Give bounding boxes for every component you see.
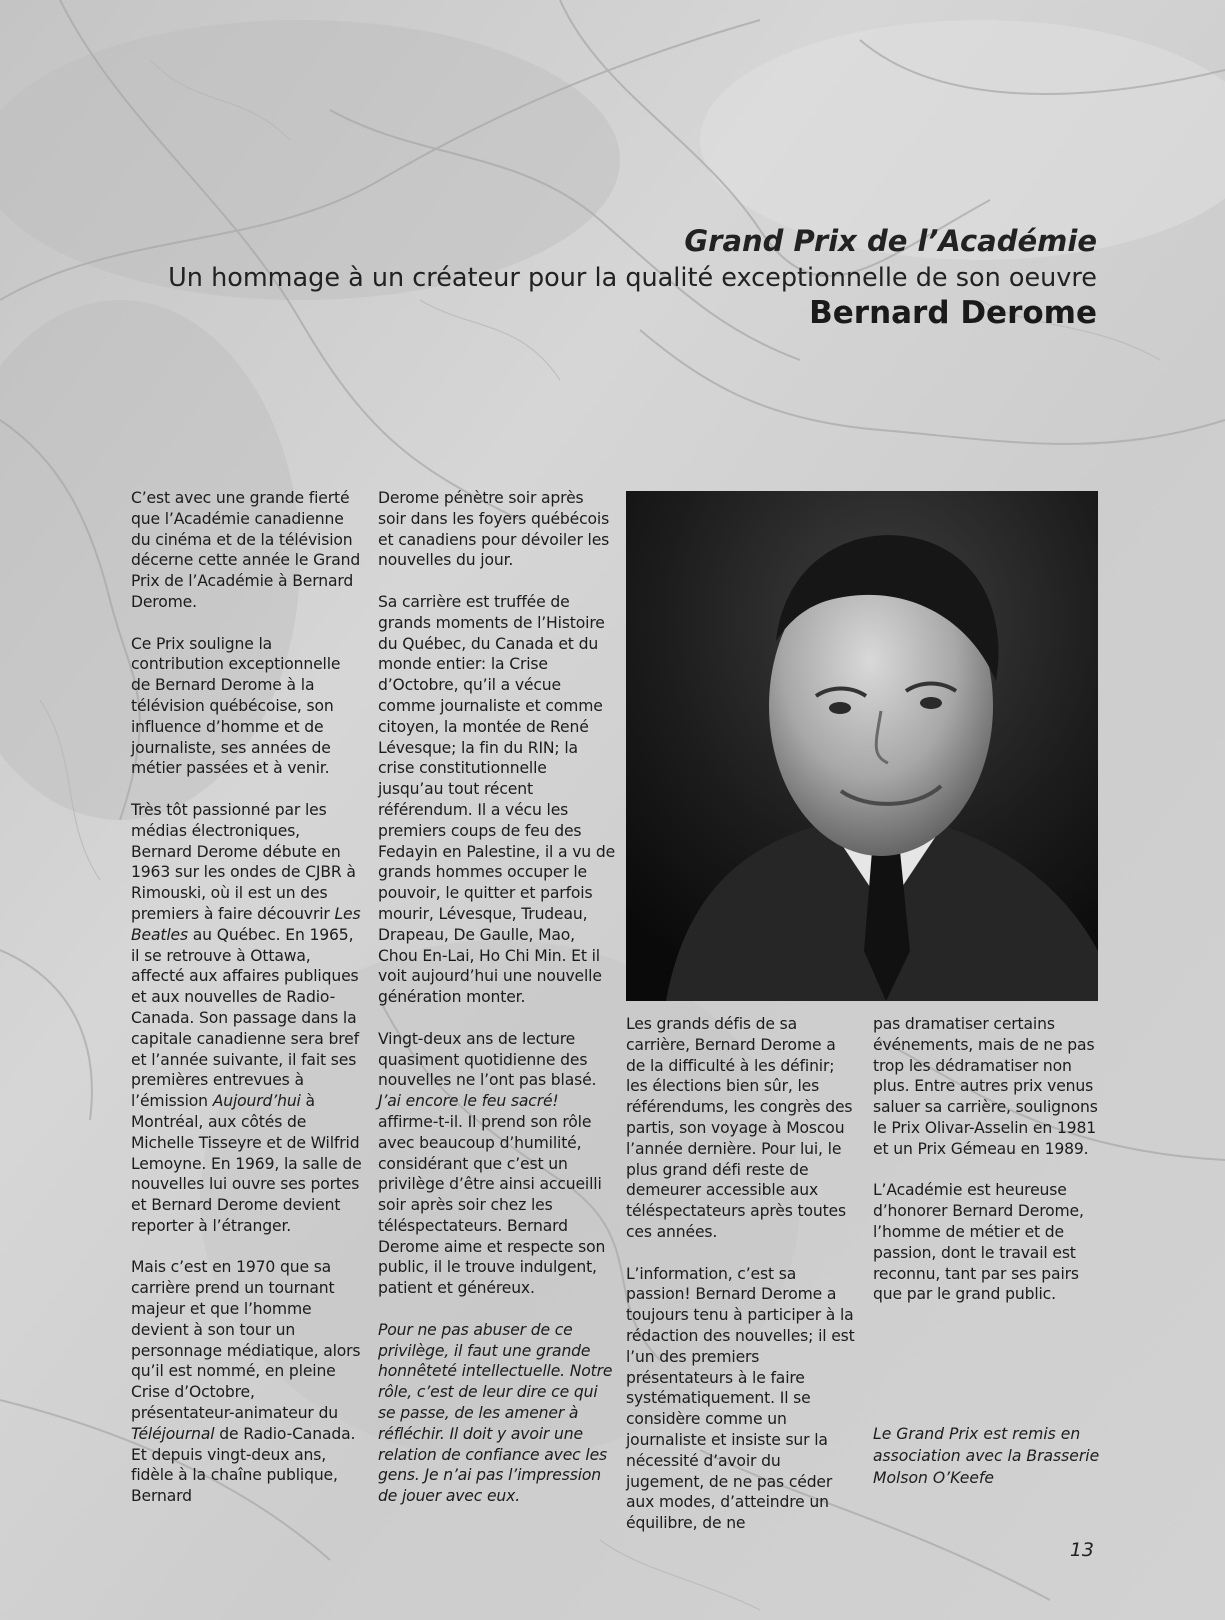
award-subtitle: Un hommage à un créateur pour la qualité exceptionnelle de son oeuvre xyxy=(168,262,1097,293)
paragraph: Derome pénètre soir après soir dans les foyers québécois et canadiens pour dévoiler les nouvelles du jour. xyxy=(378,489,610,570)
paragraph: Très tôt passionné par les médias électroniques, Bernard Derome débute en 1963 sur les ondes de CJBR à Rimouski, où il est un des premiers à faire découvrir Les Beatles au Québec. En 1965, il se retrouve à Ottawa, affecté aux affaires publiques et aux nouvelles de Radio-Canada. Son passage dans la capitale canadienne sera bref et l’année suivante, il fait ses premières entrevues à l’émission Aujourd’hui à Montréal, aux côtés de Michelle Tisseyre et de Wilfrid Lemoyne. En 1969, la salle de nouvelles lui ouvre ses portes et Bernard Derome devient reporter à l’étranger. xyxy=(131,800,362,1235)
column-1 xyxy=(131,488,363,1528)
paragraph: C’est avec une grande fierté que l’Académie canadienne du cinéma et de la télévision décerne cette année le Grand Prix de l’Académie à Bernard Derome. xyxy=(131,489,361,611)
column-4 xyxy=(873,1014,1105,1326)
paragraph: Ce Prix souligne la contribution exceptionnelle de Bernard Derome à la télévision québécoise, son influence d’homme et de journaliste, ses années de métier passées et à venir. xyxy=(131,634,341,778)
quote-paragraph: Pour ne pas abuser de ce privilège, il faut une grande honnêteté intellectuelle. Notre rôle, c’est de leur dire ce qui se passe, de les amener à réfléchir. Il doit y avoir une relation de confiance avec les gens. Je n’ai pas l’impression de jouer avec eux. xyxy=(378,1320,613,1506)
paragraph: Vingt-deux ans de lecture quasiment quotidienne des nouvelles ne l’ont pas blasé. J’ai encore le feu sacré! affirme-t-il. Il prend son rôle avec beaucoup d’humilité, considérant que c’est un privilège d’être ainsi accueilli soir après soir chez les téléspectateurs. Bernard Derome aime et respecte son public, il le trouve indulgent, patient et généreux. xyxy=(378,1029,606,1298)
laureate-name: Bernard Derome xyxy=(809,294,1097,331)
portrait-photo xyxy=(626,491,1098,1001)
column-3 xyxy=(626,1014,858,1555)
paragraph: Mais c’est en 1970 que sa carrière prend un tournant majeur et que l’homme devient à son tour un personnage médiatique, alors qu’il est nommé, en pleine Crise d’Octobre, présentateur-animateur du Téléjournal de Radio-Canada. Et depuis vingt-deux ans, fidèle à la chaîne publique, Bernard xyxy=(131,1258,361,1506)
sponsor-credit: Le Grand Prix est remis en association avec la Brasserie Molson O’Keefe xyxy=(873,1425,1100,1487)
paragraph: L’Académie est heureuse d’honorer Bernard Derome, l’homme de métier et de passion, dont le travail est reconnu, tant par ses pairs que par le grand public. xyxy=(873,1181,1084,1304)
award-title: Grand Prix de l’Académie xyxy=(684,224,1097,258)
paragraph: L’information, c’est sa passion! Bernard Derome a toujours tenu à participer à la rédaction des nouvelles; il est l’un des premiers présentateurs à le faire systématiquement. Il se considère comme un journaliste et insiste sur la nécessité d’avoir du jugement, de ne pas céder aux modes, d’atteindre un équilibre, de ne xyxy=(626,1264,855,1533)
paragraph: Les grands défis de sa carrière, Bernard Derome a de la difficulté à les définir; les élections bien sûr, les référendums, les congrès des partis, son voyage à Moscou l’année dernière. Pour lui, le plus grand défi reste de demeurer accessible aux téléspectateurs après toutes ces années. xyxy=(626,1015,853,1241)
paragraph: Sa carrière est truffée de grands moments de l’Histoire du Québec, du Canada et du monde entier: la Crise d’Octobre, qu’il a vécue comme journaliste et comme citoyen, la montée de René Lévesque; la fin du RIN; la crise constitutionnelle jusqu’au tout récent référendum. Il a vécu les premiers coups de feu des Fedayin en Palestine, il a vu de grands hommes occuper le pouvoir, le quitter et parfois mourir, Lévesque, Trudeau, Drapeau, De Gaulle, Mao, Chou En-Lai, Ho Chi Min. Et il voit aujourd’hui une nouvelle génération monter. xyxy=(378,592,616,1007)
article-header xyxy=(168,224,1097,332)
paragraph: pas dramatiser certains événements, mais de ne pas trop les dédramatiser non plus. Entre autres prix venus saluer sa carrière, soulignons le Prix Olivar-Asselin en 1981 et un Prix Gémeau en 1989. xyxy=(873,1015,1098,1158)
column-2 xyxy=(378,488,616,1528)
page-number: 13 xyxy=(1069,1539,1094,1561)
